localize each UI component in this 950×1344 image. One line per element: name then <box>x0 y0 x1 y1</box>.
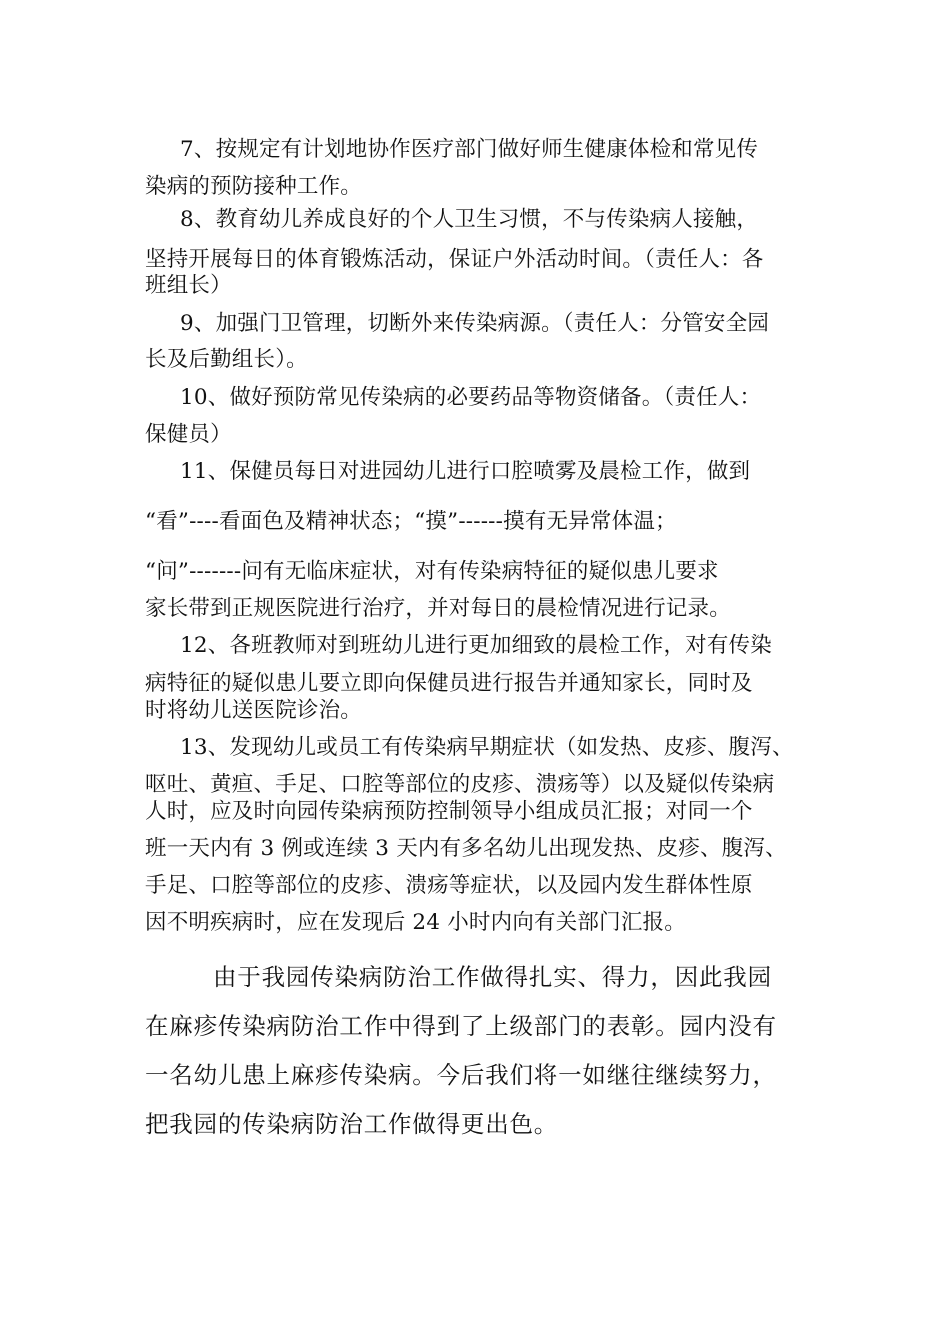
item-9-line-1: 9、加强门卫管理，切断外来传染病源。（责任人：分管安全园 <box>180 311 770 336</box>
item-8-line-1: 8、教育幼儿养成良好的个人卫生习惯，不与传染病人接触， <box>180 207 759 232</box>
item-9-line-2: 长及后勤组长）。 <box>145 347 308 372</box>
closing-line-1: 由于我园传染病防治工作做得扎实、得力，因此我园 <box>213 963 772 991</box>
item-7-line-2: 染病的预防接种工作。 <box>145 174 363 199</box>
item-13-line-3: 人时，应及时向园传染病预防控制领导小组成员汇报；对同一个 <box>145 799 753 824</box>
item-11-line-1: 11、保健员每日对进园幼儿进行口腔喷雾及晨检工作，做到 <box>180 459 751 484</box>
item-8-line-3: 班组长） <box>145 273 232 298</box>
item-11-line-2: “看”----看面色及精神状态；“摸”------摸有无异常体温； <box>145 509 677 534</box>
item-12-line-3: 时将幼儿送医院诊治。 <box>145 698 363 723</box>
item-13-line-6: 因不明疾病时，应在发现后 24 小时内向有关部门汇报。 <box>145 910 686 935</box>
item-11-line-4: 家长带到正规医院进行治疗，并对每日的晨检情况进行记录。 <box>145 596 731 621</box>
item-11-line-3: “问”-------问有无临床症状，对有传染病特征的疑似患儿要求 <box>145 559 719 584</box>
item-10-line-2: 保健员） <box>145 422 232 447</box>
closing-line-2: 在麻疹传染病防治工作中得到了上级部门的表彰。园内没有 <box>145 1012 777 1040</box>
item-7-line-1: 7、按规定有计划地协作医疗部门做好师生健康体检和常见传 <box>180 137 759 162</box>
item-13-line-1: 13、发现幼儿或员工有传染病早期症状（如发热、皮疹、腹泻、 <box>180 735 794 760</box>
item-10-line-1: 10、做好预防常见传染病的必要药品等物资储备。（责任人： <box>180 385 762 410</box>
item-12-line-2: 病特征的疑似患儿要立即向保健员进行报告并通知家长，同时及 <box>145 671 753 696</box>
item-13-line-5: 手足、口腔等部位的皮疹、溃疡等症状，以及园内发生群体性原 <box>145 873 753 898</box>
closing-line-4: 把我园的传染病防治工作做得更出色。 <box>145 1110 559 1138</box>
item-12-line-1: 12、各班教师对到班幼儿进行更加细致的晨检工作，对有传染 <box>180 633 772 658</box>
item-8-line-2: 坚持开展每日的体育锻炼活动，保证户外活动时间。（责任人：各 <box>145 247 764 272</box>
closing-line-3: 一名幼儿患上麻疹传染病。今后我们将一如继往继续努力， <box>145 1061 777 1089</box>
item-13-line-2: 呕吐、黄疸、手足、口腔等部位的皮疹、溃疡等）以及疑似传染病 <box>145 772 775 797</box>
item-13-line-4: 班一天内有 3 例或连续 3 天内有多名幼儿出现发热、皮疹、腹泻、 <box>145 836 787 861</box>
